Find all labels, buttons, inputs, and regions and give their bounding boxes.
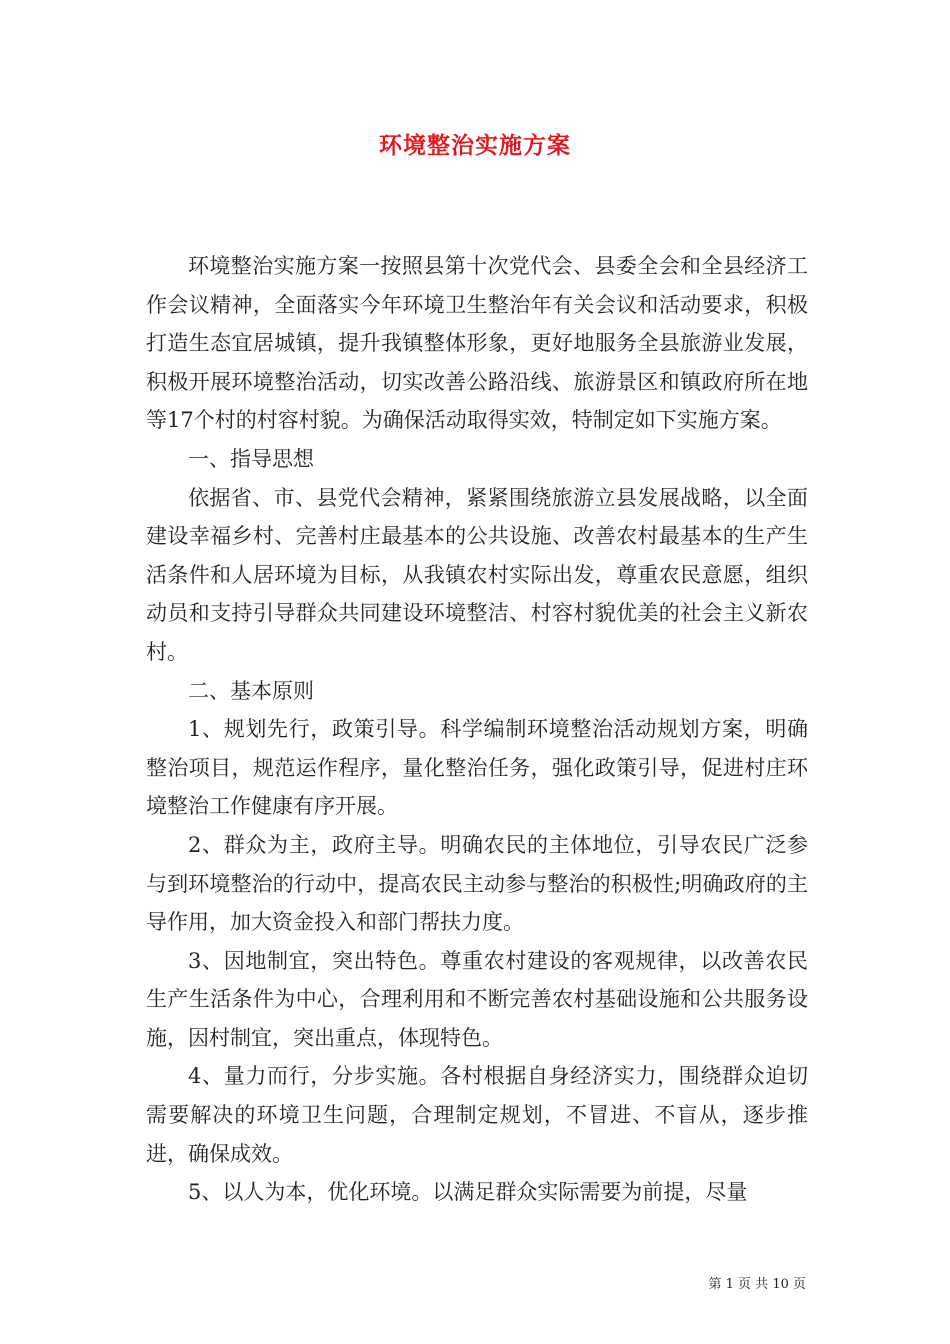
principle-2-paragraph: 2、群众为主，政府主导。明确农民的主体地位，引导农民广泛参与到环境整治的行动中，提高农民主动参与整治的积极性;明确政府的主导作用，加大资金投入和部门帮扶力度。 xyxy=(146,832,808,935)
section-heading-basic-principles: 二、基本原则 xyxy=(188,678,314,703)
intro-paragraph: 环境整治实施方案一按照县第十次党代会、县委全会和全县经济工作会议精神，全面落实今年环境卫生整治年有关会议和活动要求，积极打造生态宜居城镇，提升我镇整体形象，更好地服务全县旅游业发展，积极开展环境整治活动，切实改善公路沿线、旅游景区和镇政府所在地等17个村的村容村貌。为确保活动取得实效，特制定如下实施方案。 xyxy=(146,254,808,433)
document-title: 环境整治实施方案 xyxy=(379,132,571,159)
principle-1-paragraph: 1、规划先行，政策引导。科学编制环境整治活动规划方案，明确整治项目，规范运作程序，量化整治任务，强化政策引导，促进村庄环境整治工作健康有序开展。 xyxy=(146,717,808,819)
principle-5-paragraph: 5、以人为本，优化环境。以满足群众实际需要为前提，尽量 xyxy=(188,1180,748,1205)
section-heading-guiding-thought: 一、指导思想 xyxy=(188,446,314,471)
principle-4-paragraph: 4、量力而行，分步实施。各村根据自身经济实力，围绕群众迫切需要解决的环境卫生问题，合理制定规划，不冒进、不盲从，逐步推进，确保成效。 xyxy=(146,1064,808,1166)
principle-3-paragraph: 3、因地制宜，突出特色。尊重农村建设的客观规律，以改善农民生产生活条件为中心，合理利用和不断完善农村基础设施和公共服务设施，因村制宜，突出重点，体现特色。 xyxy=(146,948,808,1050)
document-body xyxy=(146,247,808,1212)
page-number: 第 1 页 共 10 页 xyxy=(708,1277,806,1292)
guiding-thought-paragraph: 依据省、市、县党代会精神，紧紧围绕旅游立县发展战略，以全面建设幸福乡村、完善村庄最基本的公共设施、改善农村最基本的生产生活条件和人居环境为目标，从我镇农村实际出发，尊重农民意愿，组织动员和支持引导群众共同建设环境整洁、村容村貌优美的社会主义新农村。 xyxy=(146,485,808,664)
